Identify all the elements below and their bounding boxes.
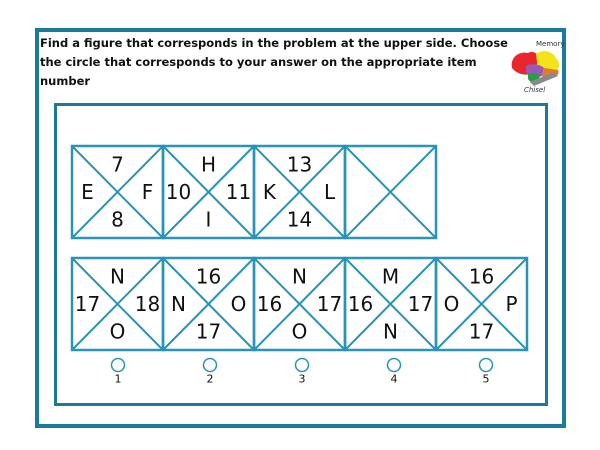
cell-right-label: F xyxy=(141,180,154,204)
cell-top-label: 16 xyxy=(195,264,222,289)
cell-bottom-label: 17 xyxy=(195,319,222,344)
answer-options xyxy=(112,359,493,386)
option-number-label: 5 xyxy=(482,372,490,386)
cell-right-label: L xyxy=(323,180,336,204)
cell-bottom-label: 14 xyxy=(286,207,313,232)
option-number-label: 1 xyxy=(114,372,122,386)
option-circle[interactable] xyxy=(296,359,309,372)
cell-right-label: 17 xyxy=(316,292,343,316)
problem-cell-1 xyxy=(72,146,163,238)
cell-bottom-label: I xyxy=(205,207,212,232)
option-2[interactable] xyxy=(204,359,217,386)
cell-top-label: 16 xyxy=(468,264,495,289)
cell-top-label: H xyxy=(200,152,217,177)
cell-top-label: 7 xyxy=(111,152,124,177)
cell-top-label: 13 xyxy=(286,152,313,177)
option-1[interactable] xyxy=(112,359,125,386)
cell-bottom-label: 8 xyxy=(111,207,124,232)
option-number-label: 3 xyxy=(298,372,306,386)
logo-top-text: Memory xyxy=(536,40,565,48)
cell-left-label: O xyxy=(443,292,460,316)
option-4[interactable] xyxy=(388,359,401,386)
answer-cell-1 xyxy=(72,258,163,350)
cell-top-label: N xyxy=(110,264,125,289)
cell-right-label: 11 xyxy=(225,180,252,204)
cell-bottom-label: O xyxy=(291,319,308,344)
cell-bottom-label: 17 xyxy=(468,319,495,344)
cell-left-label: K xyxy=(262,180,277,204)
option-number-label: 2 xyxy=(206,372,214,386)
option-circle[interactable] xyxy=(112,359,125,372)
option-number-label: 4 xyxy=(390,372,398,386)
option-circle[interactable] xyxy=(388,359,401,372)
option-5[interactable] xyxy=(480,359,493,386)
answer-cell-5 xyxy=(436,258,527,350)
answer-cell-2 xyxy=(163,258,254,350)
cell-right-label: P xyxy=(505,292,518,316)
option-3[interactable] xyxy=(296,359,309,386)
answer-row xyxy=(72,258,527,350)
cell-right-label: 17 xyxy=(407,292,434,316)
cell-top-label: M xyxy=(381,264,400,289)
answer-cell-4 xyxy=(345,258,436,350)
problem-cell-4 xyxy=(345,146,436,238)
cell-left-label: 16 xyxy=(347,292,374,316)
cell-left-label: 17 xyxy=(74,292,101,316)
cell-left-label: E xyxy=(81,180,94,204)
cell-right-label: O xyxy=(230,292,247,316)
problem-row xyxy=(72,146,436,238)
cell-bottom-label: N xyxy=(383,319,398,344)
problem-cell-2 xyxy=(163,146,254,238)
logo-bottom-text: Chisel xyxy=(524,86,546,94)
instruction-text: Find a figure that corresponds in the problem at the upper side. Choose the circle that corresponds to your answer on the appropriate item number xyxy=(40,36,508,88)
option-circle[interactable] xyxy=(480,359,493,372)
cell-bottom-label: O xyxy=(109,319,126,344)
cell-left-label: N xyxy=(170,292,186,316)
option-circle[interactable] xyxy=(204,359,217,372)
answer-cell-3 xyxy=(254,258,345,350)
cell-top-label: N xyxy=(292,264,307,289)
cell-right-label: 18 xyxy=(134,292,161,316)
problem-cell-3 xyxy=(254,146,345,238)
cell-left-label: 16 xyxy=(256,292,283,316)
cell-left-label: 10 xyxy=(165,180,192,204)
